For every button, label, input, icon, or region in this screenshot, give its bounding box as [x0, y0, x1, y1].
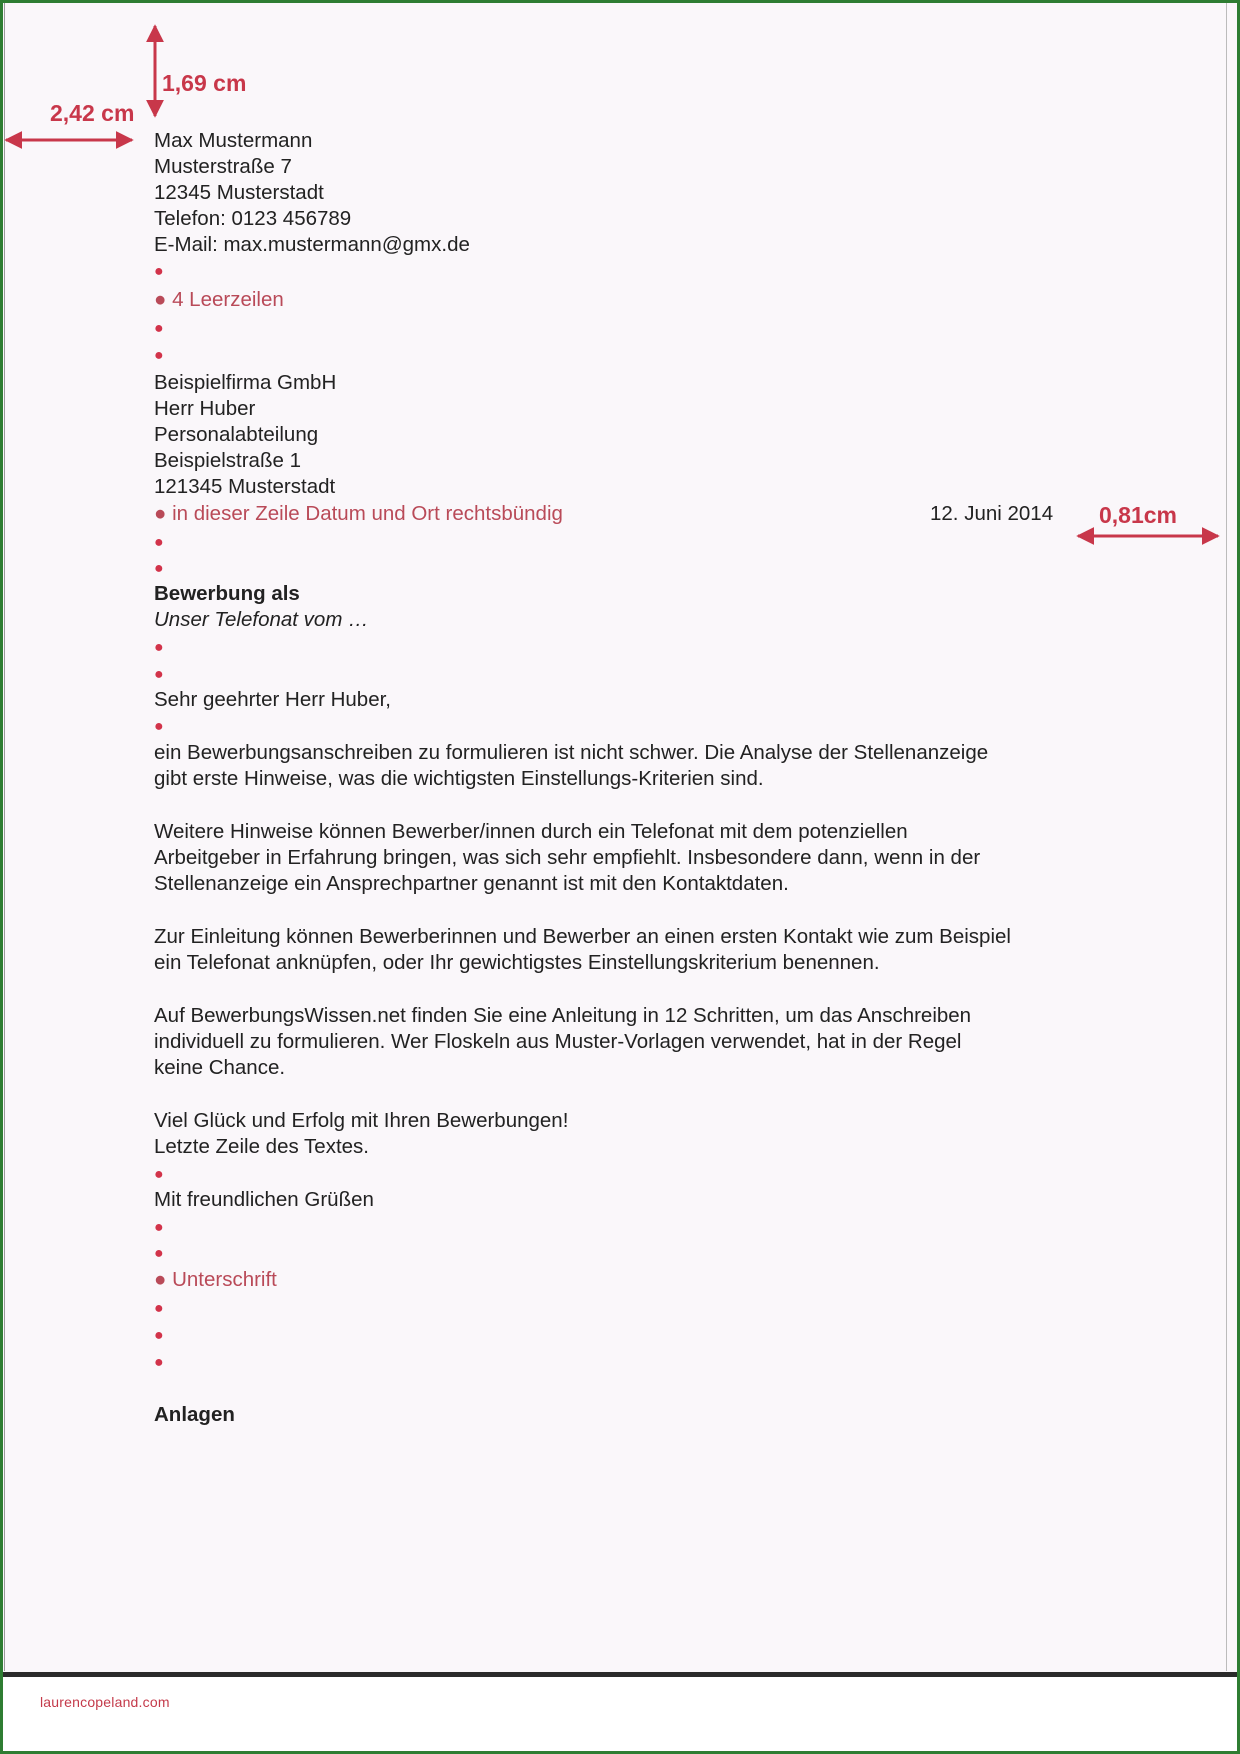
recipient-department: Personalabteilung [154, 423, 319, 446]
blank-line-marker: ● [154, 666, 164, 683]
body-line: Auf BewerbungsWissen.net finden Sie eine Anleitung in 12 Schritten, um das Anschreiben [154, 1004, 972, 1027]
letter-date: 12. Juni 2014 [930, 502, 1054, 525]
blank-line-marker: ● [154, 1327, 164, 1344]
blank-line-marker: ● [154, 320, 164, 337]
blank-line-marker: ● [154, 1245, 164, 1262]
left-margin-label: 2,42 cm [50, 100, 135, 126]
sender-city: 12345 Musterstadt [154, 181, 324, 204]
sender-email: E-Mail: max.mustermann@gmx.de [154, 233, 470, 256]
body-line: Arbeitgeber in Erfahrung bringen, was sich sehr empfiehlt. Insbesondere dann, wenn in der [154, 846, 981, 869]
signature-note: ● Unterschrift [154, 1268, 277, 1291]
closing-line: Mit freundlichen Grüßen [154, 1188, 374, 1211]
attachments-heading: Anlagen [154, 1403, 235, 1426]
blank-line-marker: ● [154, 534, 164, 551]
sender-name: Max Mustermann [154, 129, 313, 152]
subject-reference: Unser Telefonat vom … [154, 608, 369, 631]
recipient-street: Beispielstraße 1 [154, 449, 301, 472]
salutation: Sehr geehrter Herr Huber, [154, 688, 392, 711]
recipient-company: Beispielfirma GmbH [154, 371, 337, 394]
blank-line-marker: ● [154, 560, 164, 577]
body-line: individuell zu formulieren. Wer Floskeln aus Muster-Vorlagen verwendet, hat in der Regel [154, 1030, 962, 1053]
blank-line-marker: ● [154, 639, 164, 656]
blank-line-marker: ● [154, 347, 164, 364]
sender-street: Musterstraße 7 [154, 155, 292, 178]
body-line: keine Chance. [154, 1056, 286, 1079]
body-line: Letzte Zeile des Textes. [154, 1135, 369, 1158]
body-line: Weitere Hinweise können Bewerber/innen durch ein Telefonat mit dem potenziellen [154, 820, 908, 843]
blank-line-marker: ● [154, 1166, 164, 1183]
body-line: Zur Einleitung können Bewerberinnen und Bewerber an einen ersten Kontakt wie zum Beispiel [154, 925, 1011, 948]
blank-line-marker: ● [154, 263, 164, 280]
recipient-city: 121345 Musterstadt [154, 475, 336, 498]
body-line: Viel Glück und Erfolg mit Ihren Bewerbungen! [154, 1109, 569, 1132]
date-line-note: ● in dieser Zeile Datum und Ort rechtsbündig [154, 502, 563, 525]
body-line: ein Telefonat anknüpfen, oder Ihr gewichtigstes Einstellungskriterium benennen. [154, 951, 880, 974]
subject-line: Bewerbung als [154, 582, 300, 605]
blank-line-marker: ● [154, 718, 164, 735]
blank-line-marker: ● [154, 1219, 164, 1236]
body-line: Stellenanzeige ein Ansprechpartner genannt ist mit den Kontaktdaten. [154, 872, 789, 895]
watermark-text: laurencopeland.com [40, 1694, 170, 1710]
blank-line-marker: ● [154, 1300, 164, 1317]
sender-phone: Telefon: 0123 456789 [154, 207, 352, 230]
recipient-person: Herr Huber [154, 397, 256, 420]
top-margin-label: 1,69 cm [162, 70, 247, 96]
four-blank-lines-note: ● 4 Leerzeilen [154, 288, 284, 311]
body-line: ein Bewerbungsanschreiben zu formulieren ist nicht schwer. Die Analyse der Stellenanzeige [154, 741, 989, 764]
blank-line-marker: ● [154, 1354, 164, 1371]
body-line: gibt erste Hinweise, was die wichtigsten Einstellungs-Kriterien sind. [154, 767, 764, 790]
right-margin-label: 0,81cm [1099, 502, 1178, 528]
